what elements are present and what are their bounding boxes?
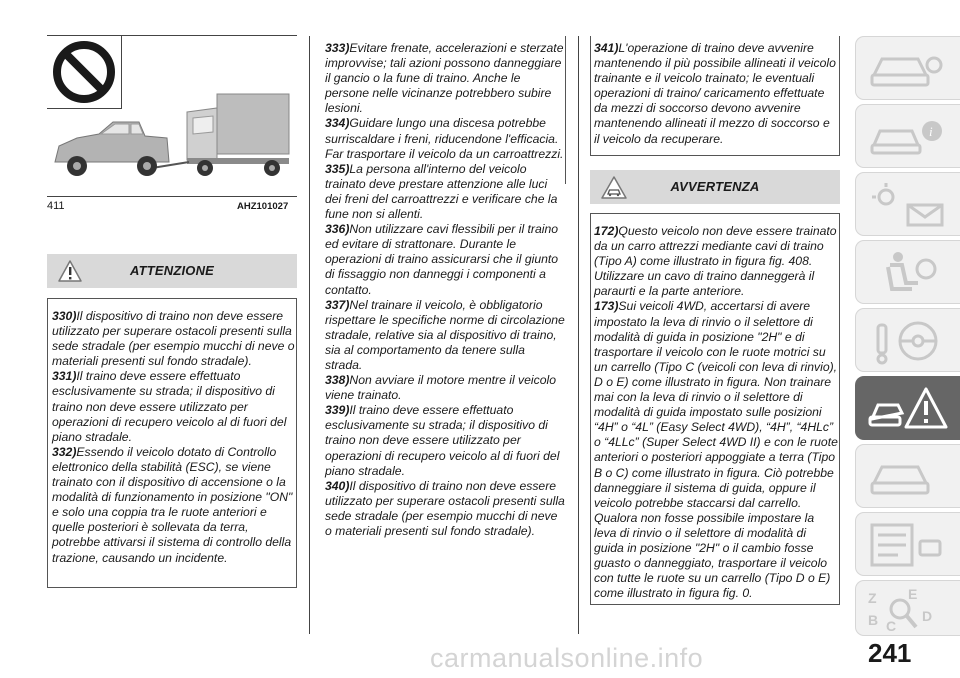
list-item: 338)Non avviare il motore mentre il veicolo viene trainato.	[325, 373, 556, 403]
svg-text:Z: Z	[868, 590, 877, 606]
avvertenza-title: AVVERTENZA	[670, 179, 760, 194]
list-item: 336)Non utilizzare cavi flessibili per il traino ed evitare di strattonare. Durante le operazioni di traino assicurarsi che il giunto di fissaggio non danneggi i componenti a contatto.	[325, 222, 559, 297]
specifications-icon	[868, 521, 948, 569]
svg-text:C: C	[886, 618, 897, 633]
watermark: carmanualsonline.info	[430, 643, 704, 673]
breakdown-warning-icon	[868, 385, 948, 433]
list-item: 339)Il traino deve essere effettuato esclusivamente su strada; il dispositivo di traino non deve essere utilizzato per operazioni di recupero veicolo al di fuori del piano stradale.	[325, 403, 560, 478]
svg-text:i: i	[929, 124, 933, 139]
tab-lights-mail[interactable]	[855, 172, 960, 236]
svg-text:B: B	[868, 612, 879, 628]
figure-bottom-rule	[47, 196, 297, 197]
tab-specifications[interactable]	[855, 512, 960, 576]
middle-column-text	[325, 41, 565, 539]
list-item: 337)Nel trainare il veicolo, è obbligatorio rispettare le specifiche norme di circolazione stradale, relative sia al dispositivo di traino, sia al comportamento da tenere sulla strada.	[325, 297, 565, 372]
car-info-icon	[868, 113, 948, 161]
list-item: 332)Essendo il veicolo dotato di Controllo elettronico della stabilità (ESC), se viene trainato con il dispositivo di accensione o la modalità di funzionamento in posizione "ON" e solo una coppia tra le ruote anteriori e quelle posteriori è sollevata da terra, potrebbe attivarsi il sistema di controllo della trazione, causando un incidente.	[52, 444, 293, 565]
attenzione-text	[52, 309, 296, 566]
towing-illustration	[47, 74, 297, 194]
alphabetical-index-icon	[868, 589, 948, 633]
attenzione-title: ATTENZIONE	[129, 263, 215, 278]
svg-text:D: D	[922, 608, 933, 624]
column-divider-1	[309, 36, 310, 634]
tab-car-service[interactable]	[855, 444, 960, 508]
middle-box-right-edge	[565, 36, 566, 184]
page-number: 241	[868, 638, 912, 668]
dashboard-icon	[868, 45, 948, 93]
svg-text:E: E	[908, 589, 918, 602]
list-item: 341)L'operazione di traino deve avvenire mantenendo il più possibile allineati il veicolo trainante e il veicolo trainato; le eventuali operazioni di traino/ caricamento effettuate da mezzi di soccorso devono avvenire mantenendo allineati il mezzo di soccorso e il veicolo da recuperare.	[594, 41, 836, 146]
airbag-seat-icon	[868, 249, 948, 297]
figure	[47, 36, 297, 196]
column-divider-2	[578, 36, 579, 634]
attenzione-header	[47, 254, 297, 288]
lights-mail-icon	[868, 181, 948, 229]
figure-number: 411	[47, 200, 65, 212]
avvertenza-text	[594, 224, 838, 601]
list-item: 172)Questo veicolo non deve essere trainato da un carro attrezzi mediante cavi di traino (Tipo A) come illustrato in figura fig. 408. Utilizzare un cavo di traino danneggerà il paraurti e la parte anteriore.	[594, 224, 837, 299]
right-top-text	[594, 41, 836, 147]
tab-car-info[interactable]	[855, 104, 960, 168]
list-item: 330)Il dispositivo di traino non deve essere utilizzato per superare ostacoli presenti sulla sede stradale (per esempio mucchi di neve o materiali presenti sul fondo stradale).	[52, 309, 295, 369]
tab-key-wheel[interactable]	[855, 308, 960, 372]
list-item: 334)Guidare lungo una discesa potrebbe surriscaldare i freni, riducendone l'efficacia. Far trasportare il veicolo da un carroattrezzi.	[325, 116, 564, 161]
list-item: 340)Il dispositivo di traino non deve essere utilizzato per superare ostacoli presenti sulla sede stradale (per esempio mucchi di neve o materiali presenti sul fondo stradale).	[325, 478, 565, 538]
figure-code: AHZ101027	[237, 201, 289, 212]
list-item: 173)Sui veicoli 4WD, accertarsi di avere impostato la leva di rinvio o il selettore di modalità di guida in posizione "2H" e di trasportare il veicolo con le ruote motrici su un carrello (Tipo C (veicoli con leva di rinvio), D o E) come illustrato in figura. Non trainare mai con la leva di rinvio o il selettore di modalità di guida impostato sulle posizioni “4H” o “4L” (Easy Select 4WD), “4H”, “4HLc” o “4LLc” (Super Select 4WD II) e con le ruote anteriori o posteriori appoggiate a terra (Tipo B o C) come illustrato in figura. Ciò potrebbe danneggiare il sistema di guida, oppure il veicolo potrebbe staccarsi dal carrello. Qualora non fosse possibile impostare la leva di rinvio o il selettore di modalità di guida in posizione "2H" o il cambio fosse guasto o danneggiato, trasportare il veicolo con tutte le ruote su un carrello (Tipo D o E) come illustrato in figura fig. 0.	[594, 299, 838, 601]
tab-alphabetical-index[interactable]	[855, 580, 960, 636]
list-item: 335)La persona all'interno del veicolo trainato deve prestare attenzione alle luci dei freni del carroattrezzi e verificare che la fune non si allenti.	[325, 161, 558, 222]
avvertenza-header	[590, 170, 840, 204]
tab-airbag-seat[interactable]	[855, 240, 960, 304]
tab-dashboard[interactable]	[855, 36, 960, 100]
tab-breakdown[interactable]	[855, 376, 960, 440]
list-item: 333)Evitare frenate, accelerazioni e sterzate improvvise; tali azioni possono danneggiare il gancio o la fune di traino. Anche le persone nelle vicinanze potrebbero subire lesioni.	[325, 41, 564, 116]
list-item: 331)Il traino deve essere effettuato esclusivamente su strada; il dispositivo di traino non deve essere utilizzato per operazioni di recupero veicolo al di fuori del piano stradale.	[52, 369, 287, 444]
key-wheel-icon	[868, 317, 948, 365]
car-service-icon	[868, 453, 948, 501]
